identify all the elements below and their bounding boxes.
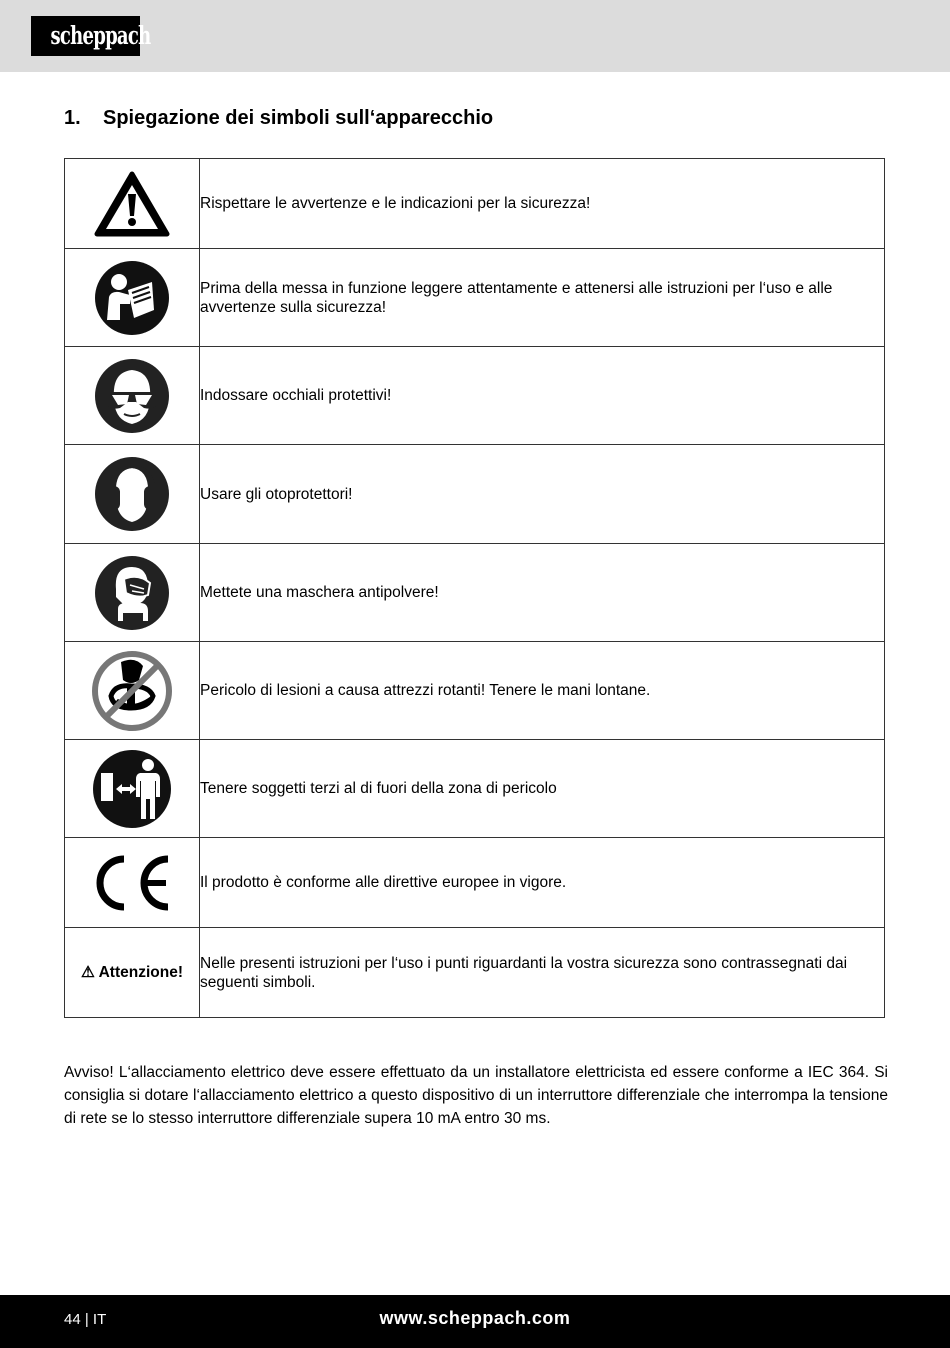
dust-mask-icon (94, 555, 170, 631)
footer-bar (0, 1295, 950, 1348)
symbols-table (64, 158, 885, 1018)
section-title (64, 107, 493, 130)
symbol-description: Tenere soggetti terzi al di fuori della zona di pericolo (200, 740, 885, 838)
header-band (0, 0, 950, 72)
table-row (65, 740, 885, 838)
table-row (65, 642, 885, 740)
section-title-text: Spiegazione dei simboli sull‘apparecchio (103, 107, 494, 129)
symbol-description: Pericolo di lesioni a causa attrezzi rotanti! Tenere le mani lontane. (200, 642, 885, 740)
symbol-description: Indossare occhiali protettivi! (200, 347, 885, 445)
ear-protection-icon (94, 456, 170, 532)
table-row (65, 347, 885, 445)
table-row (65, 928, 885, 1018)
symbol-description: Prima della messa in funzione leggere attentamente e attenersi alle istruzioni per l‘uso e alle avvertenze sulla sicurezza! (200, 249, 885, 347)
table-row (65, 249, 885, 347)
page-number: 44 | IT (64, 1311, 107, 1328)
table-row (65, 544, 885, 642)
section-number: 1. (64, 107, 81, 129)
symbol-description: Rispettare le avvertenze e le indicazioni per la sicurezza! (200, 159, 885, 249)
table-row (65, 159, 885, 249)
symbol-description: Usare gli otoprotettori! (200, 445, 885, 544)
ce-mark-icon (90, 853, 174, 913)
scheppach-logo: scheppach (31, 16, 140, 56)
warning-triangle-icon (94, 170, 170, 238)
rotating-tool-hazard-icon (91, 650, 173, 732)
footer-url: www.scheppach.com (379, 1308, 571, 1328)
keep-distance-icon (92, 749, 172, 829)
attention-description: Nelle presenti istruzioni per l‘uso i punti riguardanti la vostra sicurezza sono contrassegnati dai seguenti simboli. (200, 928, 885, 1018)
symbol-description: Il prodotto è conforme alle direttive europee in vigore. (200, 838, 885, 928)
electrical-notice: Avviso! L‘allacciamento elettrico deve essere effettuato da un installatore elettricista ed essere conforme a IEC 364. Si consiglia si dotare l‘allacciamento elettrico a questo dispositivo di un interruttore differenziale che interrompa la tensione di rete se lo stesso interruttore differenziale supera 10 mA entro 30 ms. (64, 1064, 888, 1127)
safety-goggles-icon (94, 358, 170, 434)
symbol-description: Mettete una maschera antipolvere! (200, 544, 885, 642)
read-manual-icon (94, 260, 170, 336)
attention-label: ⚠ Attenzione! (80, 964, 183, 981)
table-row (65, 838, 885, 928)
table-row (65, 445, 885, 544)
